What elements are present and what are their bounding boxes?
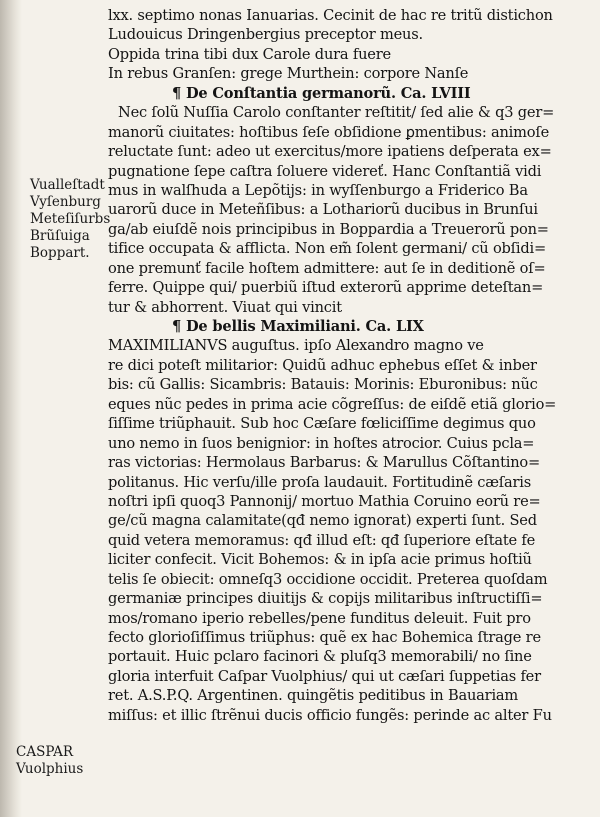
text-line: uno nemo in ſuos benignior: in hoſtes atrocior. Cuius pcla=	[108, 434, 535, 452]
text-line: Nec ſolũ Nuſſia Carolo conſtanter reſtitit/ ſed alie & q3 ger=	[118, 104, 555, 122]
text-line: MAXIMILIANVS auguſtus. ipſo Alexandro magno ve	[108, 337, 484, 355]
text-line: quid vetera memoramus: qđ illud eſt: qđ ſuperiore eſtate fe	[108, 531, 536, 549]
text-line: ſiſſime triũphauit. Sub hoc Cæſare fœliciſſime degimus quo	[108, 415, 536, 433]
text-line: reluctate ſunt: adeo ut exercitus/more ipatiens deſperata ex=	[108, 143, 552, 161]
text-line: gloria interfuit Caſpar Vuolphius/ qui ut cæſari ſuppetias fer	[108, 667, 541, 685]
text-line: ga/ab eiuſdẽ nois principibus in Boppardia a Treuerorũ pon=	[108, 220, 549, 238]
margin-note-line: Brũſuiga	[30, 228, 90, 244]
text-line: Ludouicus Dringenbergius preceptor meus.	[108, 26, 423, 44]
text-line: mos/romano iperio rebelles/pene funditus deleuit. Fuit pro	[108, 609, 531, 627]
text-line: one premunť facile hoſtem admittere: aut ſe in deditionẽ oſ=	[108, 259, 546, 277]
margin-note-line: Vyſenburg	[30, 194, 101, 210]
text-line: lxx. septimo nonas Ianuarias. Cecinit de hac re tritũ distichon	[108, 7, 553, 24]
text-line: ferre. Quippe qui/ puerbiũ iſtud exterorũ apprime deteſtan=	[108, 279, 544, 297]
text-line: pugnatione ſepe caſtra ſoluere videreť. Hanc Conſtantiã vidi	[108, 162, 542, 180]
margin-note-places	[30, 177, 110, 262]
margin-note-line: Boppart.	[30, 245, 90, 261]
text-line: uarorũ duce in Meteñſibus: a Lothariorũ ducibus in Brunſui	[108, 201, 538, 219]
text-line: noſtri ipſi quoq3 Pannonij/ mortuo Mathia Coruino eorũ re=	[108, 492, 541, 510]
text-line: politanus. Hic verſu/ille proſa laudauit. Fortitudinẽ cæſaris	[108, 473, 532, 491]
text-line: tur & abhorrent. Viuat qui vincit	[108, 298, 342, 316]
chapter-heading: ¶ De Conſtantia germanorũ. Ca. LVIII	[172, 84, 471, 102]
margin-note-caspar	[16, 744, 83, 778]
text-line: fecto glorioſiſſimus triũphus: quẽ ex hac Bohemica ſtrage re	[108, 629, 541, 646]
margin-note-line: Vuolphius	[16, 761, 84, 777]
text-line: miſſus: et illic ſtrẽnui ducis officio fungẽs: perinde ac alter Fu	[108, 706, 552, 724]
margin-note-line: Meteſiſurbs	[30, 211, 111, 227]
chapter-heading: ¶ De bellis Maximiliani. Ca. LIX	[172, 318, 424, 335]
text-line: liciter confecit. Vicit Bohemos: & in ipſa acie primus hoſtiũ	[108, 551, 532, 569]
text-line: germaniæ principes diuitijs & copijs militaribus inſtructiſſi=	[108, 590, 543, 608]
text-line: ge/cũ magna calamitate(qđ nemo ignorat) experti ſunt. Sed	[108, 512, 537, 530]
main-text-column	[108, 6, 578, 725]
text-line: portauit. Huic pclaro facinori & pluſq3 memorabili/ no ſine	[108, 648, 532, 666]
text-line: ret. A.S.P.Q. Argentinen. quingẽtis peditibus in Bauariam	[108, 687, 519, 705]
verse-line: In rebus Granſen: grege Murthein: corpore Nanſe	[108, 65, 469, 83]
text-line: manorũ ciuitates: hoſtibus ſeſe obſidione ꝑmentibus: animoſe	[108, 123, 550, 141]
text-line: mus in walſhuda a Lepõtijs: in wyſſenburgo a Friderico Ba	[108, 181, 528, 199]
text-line: ras victorias: Hermolaus Barbarus: & Marullus Cõſtantino=	[108, 454, 541, 472]
text-line: eques nũc pedes in prima acie cõgreſſus: de eiſdẽ etiã glorio=	[108, 395, 557, 413]
text-line: bis: cũ Gallis: Sicambris: Batauis: Morinis: Eburonibus: nũc	[108, 376, 538, 394]
text-line: re dici poteſt militarior: Quidũ adhuc ephebus eſſet & inber	[108, 356, 537, 374]
margin-note-line: CASPAR	[16, 744, 74, 760]
text-line: tifice occupata & afflicta. Non em̃ ſolent germani/ cũ obſidi=	[108, 240, 546, 258]
verse-line: Oppida trina tibi dux Carole dura fuere	[108, 45, 391, 63]
margin-note-line: Vualleſtadt	[30, 177, 105, 193]
text-line: telis ſe obiecit: omneſq3 occidione occidit. Preterea quoſdam	[108, 570, 548, 588]
page-gutter-shadow	[0, 0, 22, 817]
